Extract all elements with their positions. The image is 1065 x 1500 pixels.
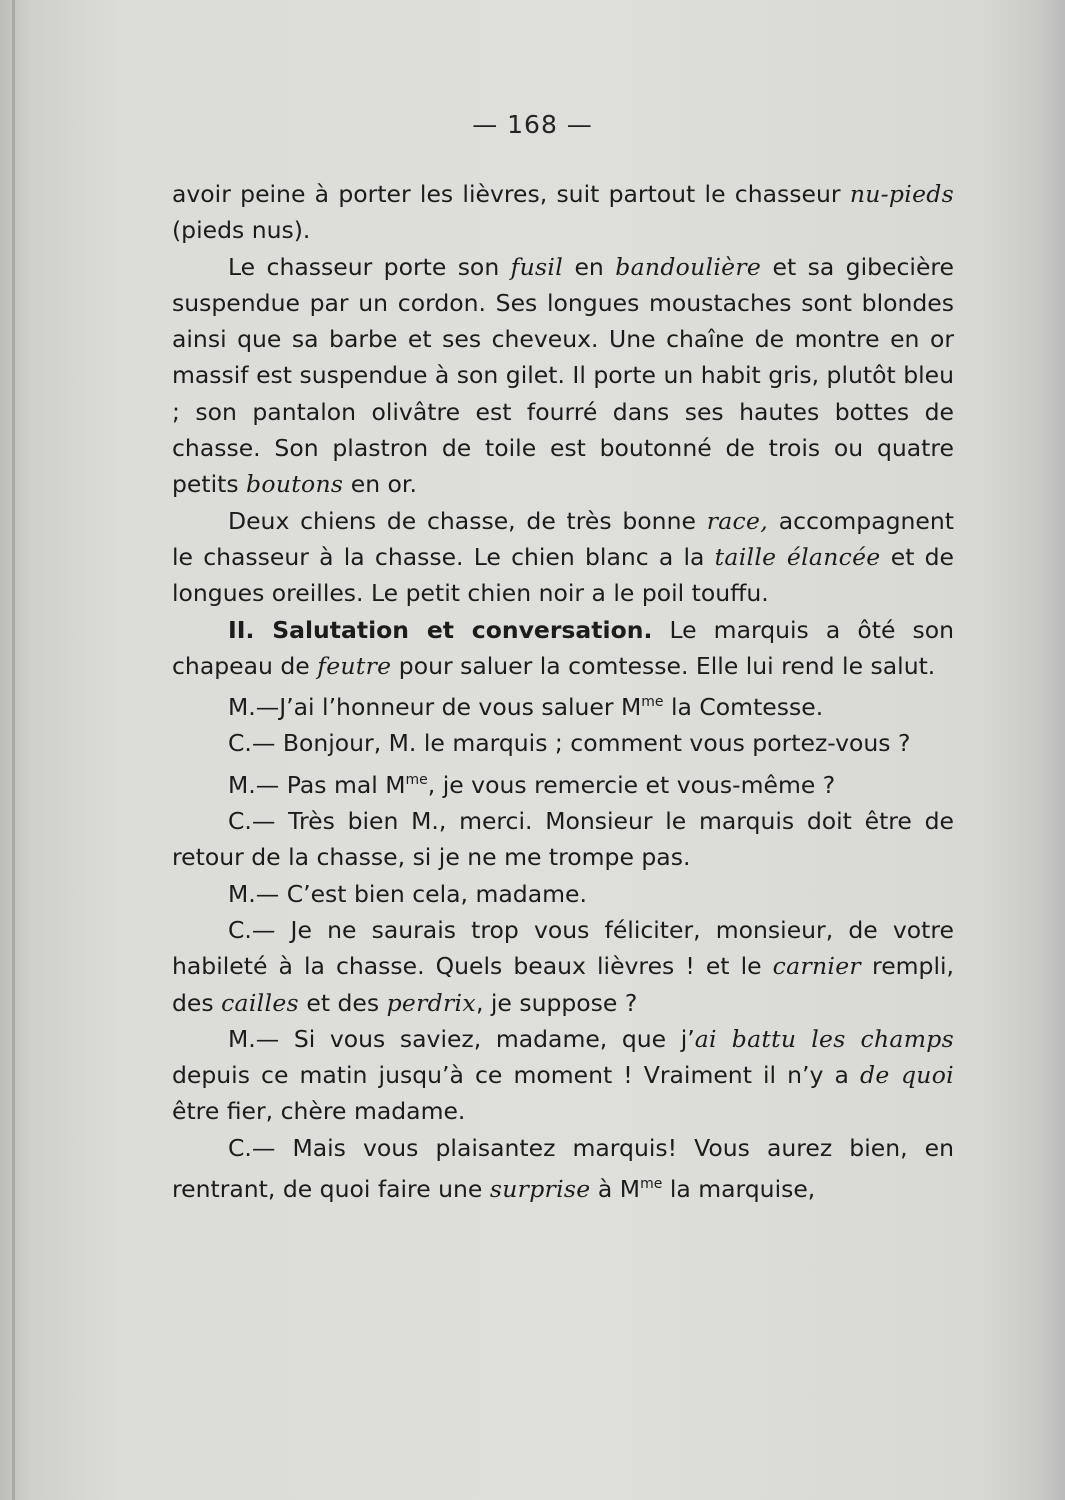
dialogue-line-4: C.— Très bien M., merci. Monsieur le marquis doit être de retour de la chasse, si je ne me trompe pas.	[172, 807, 954, 872]
dialogue-line-1: M.—J’ai l’honneur de vous saluer $M^{me}$ la Comtesse.	[228, 693, 824, 722]
superscript: me	[641, 694, 664, 711]
italic-term: de quoi	[860, 1061, 954, 1090]
paragraph-3: Deux chiens de chasse, de très bonne race, accompagnent le chasseur à la chasse. Le chien blanc a la taille élancée et de longues oreilles. Le petit chien noir a le poil touffu.	[172, 506, 954, 608]
italic-term: race,	[706, 506, 768, 535]
dialogue-line-5: M.— C’est bien cela, madame.	[228, 879, 587, 908]
page-gutter-shadow	[12, 0, 15, 1500]
paragraph-1: avoir peine à porter les lièvres, suit partout le chasseur nu-pieds (pieds nus).	[172, 180, 954, 245]
italic-term: cailles	[221, 988, 299, 1017]
italic-term: surprise	[489, 1175, 591, 1204]
italic-term: ai battu les champs	[694, 1024, 954, 1053]
superscript: me	[640, 1176, 663, 1193]
dialogue-line-7: M.— Si vous saviez, madame, que j’ai battu les champs depuis ce matin jusqu’à ce moment ! Vraiment il n’y a de quoi être fier, chère madame.	[172, 1024, 954, 1126]
body-text	[172, 176, 954, 1207]
superscript: me	[405, 771, 428, 788]
dialogue-line-6: C.— Je ne saurais trop vous féliciter, monsieur, de votre habileté à la chasse. Quels beaux lièvres ! et le carnier rempli, des cailles et des perdrix, je suppose ?	[172, 915, 954, 1017]
dialogue-line-3: M.— Pas mal $M^{me}$, je vous remercie et vous-même ?	[228, 770, 836, 799]
italic-term: perdrix	[386, 988, 476, 1017]
italic-term: bandoulière	[615, 252, 762, 281]
dialogue-line-8: C.— Mais vous plaisantez marquis! Vous aurez bien, en rentrant, de quoi faire une surprise à $M^{me}$ la marquise,	[172, 1133, 954, 1204]
paragraph-2: Le chasseur porte son fusil en bandoulière et sa gibecière suspendue par un cordon. Ses longues moustaches sont blondes ainsi que sa barbe et ses cheveux. Une chaîne de montre en or massif est suspendue à son gilet. Il porte un habit gris, plutôt bleu ; son pantalon olivâtre est fourré dans ses hautes bottes de chasse. Son plastron de toile est boutonné de trois ou quatre petits boutons en or.	[172, 252, 955, 499]
section-heading: II. Salutation et conversation.	[228, 615, 653, 644]
italic-term: carnier	[772, 952, 861, 981]
italic-term: taille élancée	[714, 542, 881, 571]
italic-term: feutre	[317, 651, 392, 680]
page-number: — 168 —	[472, 110, 593, 139]
italic-term: boutons	[246, 470, 344, 499]
paragraph-4: II. Salutation et conversation. Le marquis a ôté son chapeau de feutre pour saluer la comtesse. Elle lui rend le salut.	[172, 615, 954, 680]
dialogue-line-2: C.— Bonjour, M. le marquis ; comment vous portez-vous ?	[228, 729, 911, 758]
italic-term: fusil	[510, 252, 564, 281]
italic-term: nu-pieds	[849, 180, 954, 208]
